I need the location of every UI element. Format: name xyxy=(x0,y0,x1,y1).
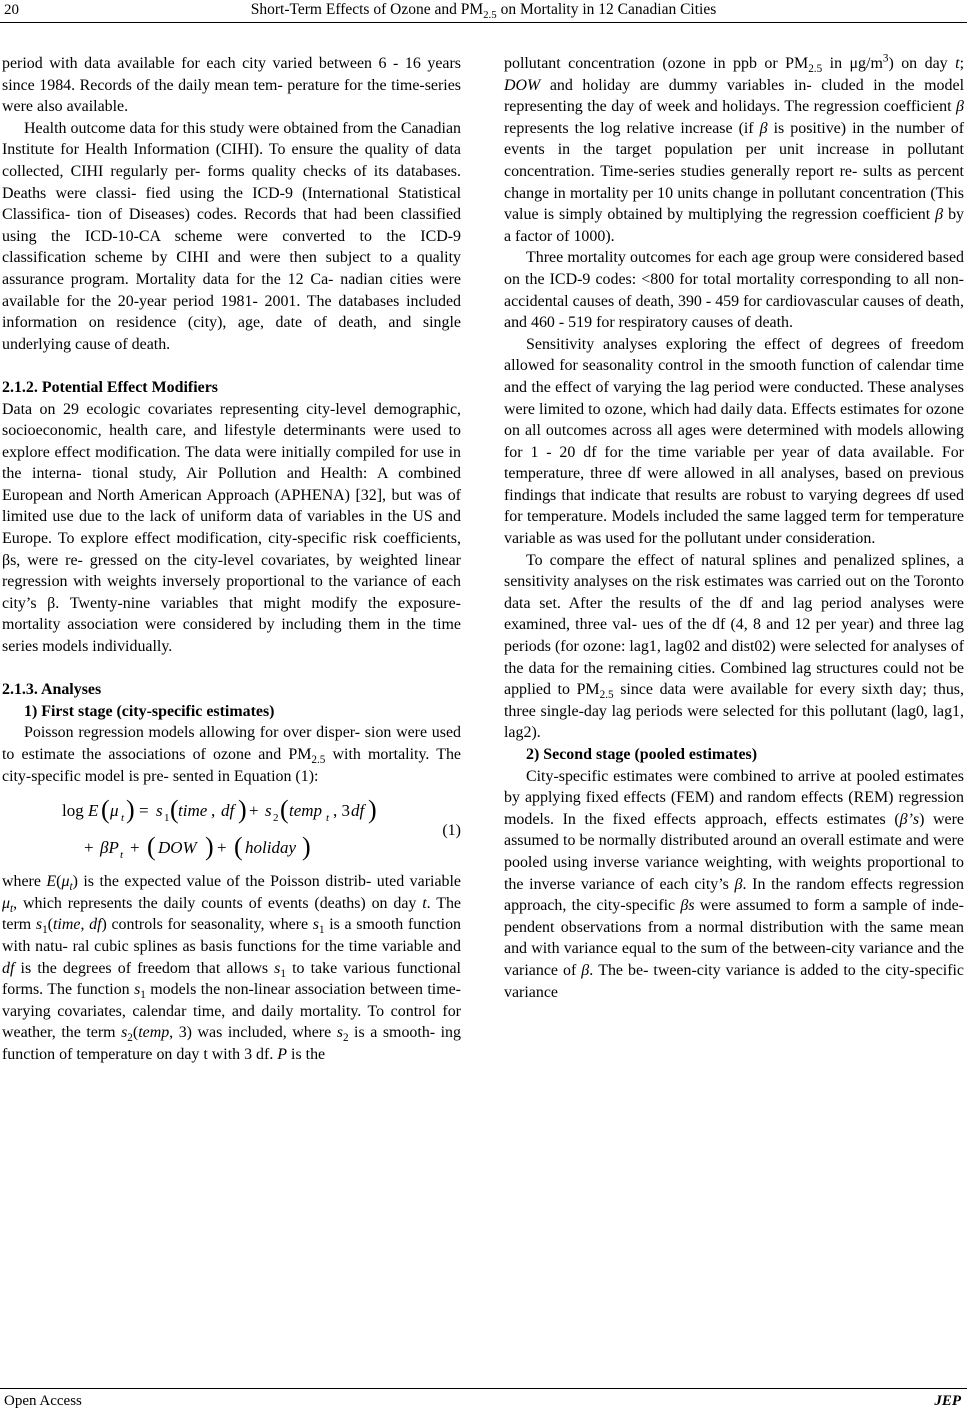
svg-text:, 3: , 3 xyxy=(333,801,350,821)
footer-rule xyxy=(0,1388,967,1389)
svg-text:t: t xyxy=(121,812,125,825)
left-paragraph-5: where $E(\mu_t)$ is the expected value of the Poisson distrib- uted variable $\mu_t$, which represents the daily counts of events (deaths) on day t. The term $s_1(time$, df) controls for seasonality, where $s_1$ is a smooth function with natu- ral cubic splines as basis functions for the time variable and df is the degrees of freedom that allows $s_1$ to take various functional forms. The function $s_1$ models the non-linear association between time-varying covariates, calendar time, and daily mortality. To control for weather, the term $s_2(temp$, 3) was included, where $s_2$ is a smooth- ing function of temperature on day t with 3 df. P is the xyxy=(2,873,462,1063)
left-paragraph-3: Data on 29 ecologic covariates representing city-level demographic, socioeconomic, health care, and lifestyle determinants were used to explore effect modification. The data were initially compiled for use in the interna- tional study, Air Pollution and Health: A combined European and North American Approach (APHENA) [32], but was of limited use due to the lack of uniform data of variables in the US and Europe. To explore effect modification, city-specific risk coefficients, βs, were re- gressed on the city-level covariates, by weighted linear regression with weights inversely proportional to the variance of each city’s β. Twenty-nine variables that might modify the exposure-mortality association were considered by including them in the time series models individually. xyxy=(2,400,461,656)
equation-1-formula xyxy=(2,792,461,868)
right-paragraph-1: pollutant concentration (ozone in ppb or $PM_{2.5}$ in $\mu g/m^3$) on day t; DOW and holiday are dummy variables in- cluded in the model representing the day of week and holidays. The regression coefficient β represents the log relative increase (if β is positive) in the number of events in the target population per unit increase in pollutant concentration. Time-series studies generally report re- sults as percent change in mortality per 10 units change in pollutant concentration (This value is simply obtained by multiplying the regression coefficient β by a factor of 1000). xyxy=(504,52,965,245)
svg-text:+: + xyxy=(217,838,227,858)
left-paragraph-1: period with data available for each city varied between 6 - 16 years since 1984. Records of the daily mean tem- perature for the time-series were also available. xyxy=(2,55,461,116)
svg-text:): ) xyxy=(368,795,377,825)
svg-text:+: + xyxy=(249,801,259,821)
left-paragraph-4: Poisson regression models allowing for over disper- sion were used to estimate the associations of ozone and $PM_{2.5}$ with mortality. The city-specific model is pre- sented in Equation (1): xyxy=(2,724,461,785)
page-number: 20 xyxy=(4,2,19,18)
svg-text:df: df xyxy=(351,801,365,821)
svg-text:s: s xyxy=(156,801,163,821)
svg-text:df: df xyxy=(221,801,235,821)
subheading-second-stage: 2) Second stage (pooled estimates) xyxy=(526,746,758,763)
svg-text:): ) xyxy=(238,795,247,825)
equation-number: (1) xyxy=(442,822,461,840)
subheading-first-stage: 1) First stage (city-specific estimates) xyxy=(24,702,275,720)
svg-text:(: ( xyxy=(234,832,243,862)
section-heading-2-1-3: 2.1.3. Analyses xyxy=(2,681,102,699)
svg-text:2: 2 xyxy=(273,812,279,825)
svg-text:μ: μ xyxy=(110,801,119,821)
footer-journal: JEP xyxy=(934,1393,961,1409)
svg-text:+: + xyxy=(130,838,140,858)
svg-text:1: 1 xyxy=(164,812,170,825)
svg-text:+: + xyxy=(84,838,94,858)
svg-text:t: t xyxy=(326,812,330,825)
svg-text:log: log xyxy=(62,801,84,821)
right-paragraph-4: To compare the effect of natural splines and penalized splines, a sensitivity analyses on the risk estimates was carried out on the Toronto data set. After the results of the df and lag period analyses were examined, three val- ues of the df (4, 8 and 12 per year) and three lag periods (for ozone: lag1, lag02 and dist02) were selected for analyses of the data for the remaining cities. Combined lag structures could not be applied to $PM_{2.5}$ since data were available for every sixth day; thus, three single-day lag periods were selected for this pollutant (lag0, lag1, lag2). xyxy=(504,551,964,742)
left-column xyxy=(2,53,461,1066)
svg-text:t: t xyxy=(120,849,124,862)
footer-open-access: Open Access xyxy=(4,1393,82,1409)
running-title xyxy=(0,1,967,22)
left-paragraph-2: Health outcome data for this study were obtained from the Canadian Institute for Health Information (CIHI). To ensure the quality of data collected, CIHI regularly per- forms quality checks of its databases. Deaths were classi- fied using the ICD-9 (International Statistical Classifica- tion of Diseases) codes. Records that had been classified using the ICD-10-CA scheme were converted to the ICD-9 classification scheme by CIHI and were then subject to a quality assurance program. Mortality data for the 12 Ca- nadian cities were available for the 20-year period 1981- 2001. The databases included information on residence (city), age, date of death, and single underlying cause of death. xyxy=(2,119,461,353)
right-column xyxy=(504,53,964,1003)
svg-text:time: time xyxy=(178,801,208,821)
svg-text:E: E xyxy=(88,801,99,821)
svg-text:s: s xyxy=(265,801,272,821)
section-heading-2-1-2: 2.1.2. Potential Effect Modifiers xyxy=(2,378,218,396)
right-paragraph-3: Sensitivity analyses exploring the effect of degrees of freedom allowed for seasonality control in the smooth function of calendar time and the effect of varying the lag period were conducted. These analyses were limited to ozone, which had daily data. Effects estimates for ozone on all outcomes across all ages were determined with models allowing for 1 - 20 df for the time variable per year of data available. For temperature, three df were allowed in all analyses, based on previous findings that indicate that results are robust to varying degrees df used for temperature. Models included the same lagged term for temperature variable as was used for the pollutant under consideration. xyxy=(504,335,964,548)
right-paragraph-2: Three mortality outcomes for each age group were considered based on the ICD-9 codes: <800 for total mortality corresponding to all non-accidental causes of death, 390 - 459 for cardiovascular causes of death, and 460 - 519 for respiratory causes of death. xyxy=(504,249,964,332)
svg-text:): ) xyxy=(126,795,135,825)
svg-text:(: ( xyxy=(170,795,179,825)
running-title-text: Short-Term Effects of Ozone and $PM_{2.5}$ on Mortality in 12 Canadian Cities xyxy=(250,1,717,22)
svg-text:): ) xyxy=(205,832,214,862)
svg-text:DOW: DOW xyxy=(158,838,197,858)
right-paragraph-5: City-specific estimates were combined to arrive at pooled estimates by applying fixed effects (FEM) and random effects (REM) regression models. In the fixed effects approach, effects estimates (β’s) were assumed to be normally distributed around an overall estimate and were pooled using inverse variance weighting, with weights proportional to the inverse variance of each city’s β. In the random effects regression approach, the city-specific βs were assumed to form a sample of inde- pendent observations from a normal distribution with the same mean and with variance equal to the sum of the between-city variance and the variance of β. The be- tween-city variance is added to the city-specific variance xyxy=(504,767,965,1001)
svg-text:): ) xyxy=(302,832,311,862)
svg-text:(: ( xyxy=(280,795,289,825)
equation-1 xyxy=(2,792,461,868)
svg-text:=: = xyxy=(139,801,149,821)
svg-text:βP: βP xyxy=(100,838,119,858)
svg-text:(: ( xyxy=(101,795,110,825)
svg-text:,: , xyxy=(211,801,216,821)
header-rule xyxy=(0,22,967,23)
svg-text:temp: temp xyxy=(289,801,323,821)
svg-text:(: ( xyxy=(147,832,156,862)
svg-text:holiday: holiday xyxy=(245,838,296,858)
